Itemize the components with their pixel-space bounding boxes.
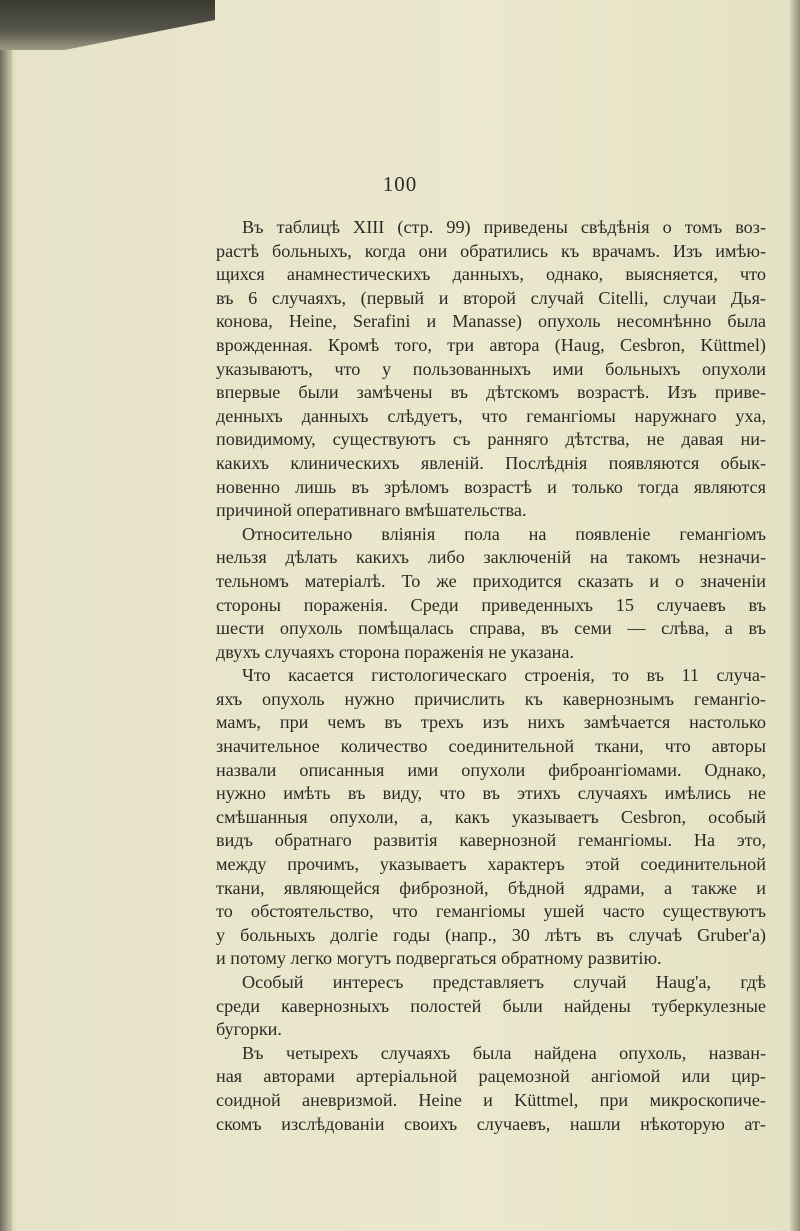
text-line: какихъ клиническихъ явленій. Послѣднія появляются обык-	[216, 452, 766, 473]
text-line: причиной оперативнаго вмѣшательства.	[216, 500, 527, 521]
text-line: конова, Heine, Serafini и Manasse) опухоль несомнѣнно была	[216, 311, 766, 332]
text-line: врожденная. Кромѣ того, три автора (Haug, Cesbron, Küttmel)	[216, 334, 766, 355]
page-number: 100	[382, 172, 418, 196]
text-line: Особый интересъ представляетъ случай Haug'а, гдѣ	[242, 972, 766, 992]
text-line: соидной аневризмой. Heine и Küttmel, при микроскопиче-	[216, 1089, 766, 1110]
text-line: видъ обратнаго развитія кавернозной гемангіомы. На это,	[216, 830, 766, 851]
text-line: повидимому, существуютъ съ ранняго дѣтства, не давая ни-	[216, 429, 766, 450]
text-line: Въ таблицѣ XIII (стр. 99) приведены свѣдѣнія о томъ воз-	[242, 217, 766, 237]
body-text	[216, 216, 766, 1136]
text-line: ная авторами артеріальной рацемозной ангіомой или цир-	[216, 1066, 766, 1087]
text-line: между прочимъ, указываетъ характеръ этой соединительной	[216, 854, 766, 875]
text-line: Что касается гистологическаго строенія, то въ 11 случа-	[242, 665, 766, 686]
text-line: бугорки.	[216, 1019, 282, 1040]
text-line: то обстоятельство, что гемангіомы ушей часто существуютъ	[216, 901, 766, 922]
text-line: Въ четырехъ случаяхъ была найдена опухоль, назван-	[242, 1042, 766, 1063]
text-line: новенно лишь въ зрѣломъ возрастѣ и только тогда являются	[216, 476, 766, 497]
paragraph-3	[216, 664, 766, 971]
text-line: указываютъ, что у пользованныхъ ими больныхъ опухоли	[216, 358, 766, 379]
text-line: стороны пораженія. Среди приведенныхъ 15 случаевъ въ	[216, 594, 766, 615]
text-line: нужно имѣть въ виду, что въ этихъ случаяхъ имѣлись не	[216, 783, 766, 804]
text-line: впервые были замѣчены въ дѣтскомъ возрастѣ. Изъ приве-	[216, 382, 766, 403]
text-line: денныхъ данныхъ слѣдуетъ, что гемангіомы наружнаго уха,	[216, 405, 766, 426]
text-line: у больныхъ долгіе годы (напр., 30 лѣтъ въ случаѣ Gruber'а)	[216, 924, 766, 945]
paragraph-2	[216, 523, 766, 665]
text-line: значительное количество соединительной ткани, что авторы	[216, 736, 766, 757]
text-line: тельномъ матеріалѣ. То же приходится сказать и о значеніи	[216, 570, 766, 591]
text-line: двухъ случаяхъ сторона пораженія не указана.	[216, 641, 575, 662]
text-line: мамъ, при чемъ въ трехъ изъ нихъ замѣчается настолько	[216, 712, 766, 733]
text-line: назвали описанныя ими опухоли фиброангіомами. Однако,	[216, 759, 766, 780]
text-line: ткани, являющейся фиброзной, бѣдной ядрами, а также и	[216, 877, 766, 898]
text-line: растѣ больныхъ, когда они обратились къ врачамъ. Изъ имѣю-	[216, 240, 766, 261]
text-line: шести опухоль помѣщалась справа, въ семи — слѣва, а въ	[216, 618, 766, 639]
text-line: смѣшанныя опухоли, а, какъ указываетъ Cesbron, особый	[216, 806, 766, 827]
text-line: среди кавернозныхъ полостей были найдены туберкулезные	[216, 995, 766, 1016]
paragraph-4	[216, 971, 766, 1042]
text-line: въ 6 случаяхъ, (первый и второй случай Citelli, случаи Дья-	[216, 287, 766, 308]
text-line: Относительно вліянія пола на появленіе гемангіомъ	[242, 523, 766, 544]
text-line: яхъ опухоль нужно причислить къ кавернознымъ гемангіо-	[216, 688, 766, 709]
paragraph-1	[216, 216, 766, 523]
text-line: и потому легко могутъ подвергаться обратному развитію.	[216, 948, 662, 969]
paragraph-5	[216, 1042, 766, 1136]
text-line: нельзя дѣлать какихъ либо заключеній на такомъ незначи-	[216, 547, 766, 568]
text-line: щихся анамнестическихъ данныхъ, однако, выясняется, что	[216, 264, 766, 285]
text-line: скомъ изслѣдованіи своихъ случаевъ, нашли нѣкоторую ат-	[216, 1113, 766, 1134]
